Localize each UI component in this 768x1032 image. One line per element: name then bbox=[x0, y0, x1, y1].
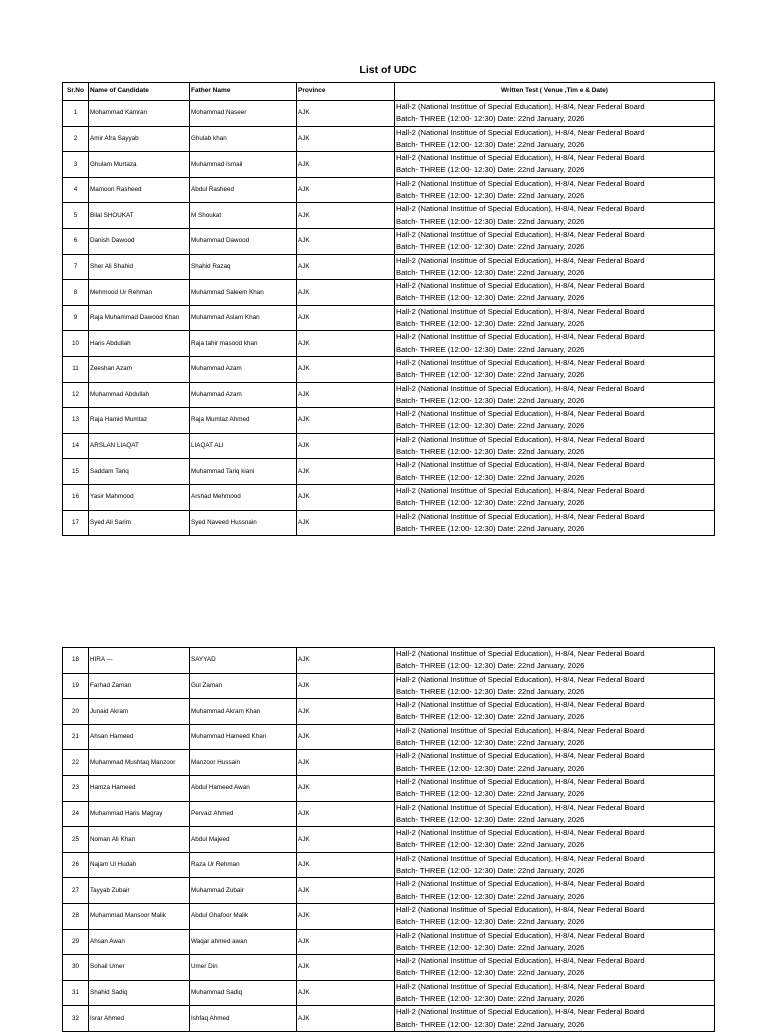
table-row bbox=[63, 152, 715, 178]
candidate-name-cell: Tayyab Zubair bbox=[89, 878, 190, 904]
province-cell: AJK bbox=[297, 152, 395, 178]
sr-no-cell: 2 bbox=[63, 126, 89, 152]
candidate-name-cell: Israr Ahmed bbox=[89, 1006, 190, 1032]
sr-no-cell: 21 bbox=[63, 724, 89, 750]
province-cell: AJK bbox=[297, 929, 395, 955]
venue-text: Hall-2 (National Instittue of Special Education), H-8/4, Near Federal Board bbox=[396, 229, 645, 239]
table-row bbox=[63, 459, 715, 485]
written-test-cell bbox=[395, 1006, 715, 1032]
batch-date-text: Batch- THREE (12:00- 12:30) Date: 22nd January, 2026 bbox=[396, 523, 585, 533]
written-test-cell bbox=[395, 484, 715, 510]
candidate-name-cell: Zeeshan Azam bbox=[89, 356, 190, 382]
table-row bbox=[63, 254, 715, 280]
table-body bbox=[63, 648, 715, 1032]
batch-date-text: Batch- THREE (12:00- 12:30) Date: 22nd January, 2026 bbox=[396, 840, 585, 850]
batch-date-text: Batch- THREE (12:00- 12:30) Date: 22nd January, 2026 bbox=[396, 1019, 585, 1029]
father-name-cell: Shahid Razaq bbox=[190, 254, 297, 280]
table-row bbox=[63, 101, 715, 127]
written-test-cell bbox=[395, 775, 715, 801]
written-test-cell bbox=[395, 750, 715, 776]
table-row bbox=[63, 280, 715, 306]
written-test-cell bbox=[395, 827, 715, 853]
venue-text: Hall-2 (National Instittue of Special Education), H-8/4, Near Federal Board bbox=[396, 332, 645, 342]
province-cell: AJK bbox=[297, 101, 395, 127]
written-test-cell bbox=[395, 331, 715, 357]
sr-no-cell: 24 bbox=[63, 801, 89, 827]
table-row bbox=[63, 126, 715, 152]
written-test-cell bbox=[395, 254, 715, 280]
father-name-cell: Abdul Rasheed bbox=[190, 177, 297, 203]
sr-no-cell: 10 bbox=[63, 331, 89, 357]
written-test-cell bbox=[395, 228, 715, 254]
sr-no-cell: 11 bbox=[63, 356, 89, 382]
father-name-cell: Abdul Hameed Awan bbox=[190, 775, 297, 801]
father-name-cell: Ishfaq Ahmed bbox=[190, 1006, 297, 1032]
province-cell: AJK bbox=[297, 126, 395, 152]
sr-no-cell: 9 bbox=[63, 305, 89, 331]
written-test-cell bbox=[395, 903, 715, 929]
candidate-name-cell: Hamza Hameed bbox=[89, 775, 190, 801]
father-name-cell: Muhammad Aslam Khan bbox=[190, 305, 297, 331]
written-test-cell bbox=[395, 699, 715, 725]
written-test-cell bbox=[395, 724, 715, 750]
province-cell: AJK bbox=[297, 801, 395, 827]
batch-date-text: Batch- THREE (12:00- 12:30) Date: 22nd January, 2026 bbox=[396, 191, 585, 201]
venue-text: Hall-2 (National Instittue of Special Education), H-8/4, Near Federal Board bbox=[396, 383, 645, 393]
father-name-cell: Abdul Majeed bbox=[190, 827, 297, 853]
province-cell: AJK bbox=[297, 356, 395, 382]
father-name-cell: Muhammad Sadiq bbox=[190, 980, 297, 1006]
table-row bbox=[63, 801, 715, 827]
sr-no-cell: 15 bbox=[63, 459, 89, 485]
batch-date-text: Batch- THREE (12:00- 12:30) Date: 22nd January, 2026 bbox=[396, 370, 585, 380]
father-name-cell: Umer Din bbox=[190, 955, 297, 981]
table-row bbox=[63, 203, 715, 229]
sr-no-cell: 13 bbox=[63, 408, 89, 434]
sr-no-cell: 17 bbox=[63, 510, 89, 536]
venue-text: Hall-2 (National Instittue of Special Education), H-8/4, Near Federal Board bbox=[396, 281, 645, 291]
table-row bbox=[63, 903, 715, 929]
table-row bbox=[63, 699, 715, 725]
venue-text: Hall-2 (National Instittue of Special Education), H-8/4, Near Federal Board bbox=[396, 485, 645, 495]
written-test-cell bbox=[395, 673, 715, 699]
candidate-name-cell: Ahsan Hameed bbox=[89, 724, 190, 750]
candidate-name-cell: Junaid Akram bbox=[89, 699, 190, 725]
father-name-cell: M Shoukat bbox=[190, 203, 297, 229]
candidate-name-cell: Najam Ul Hudah bbox=[89, 852, 190, 878]
written-test-cell bbox=[395, 459, 715, 485]
batch-date-text: Batch- THREE (12:00- 12:30) Date: 22nd January, 2026 bbox=[396, 763, 585, 773]
province-cell: AJK bbox=[297, 331, 395, 357]
venue-text: Hall-2 (National Instittue of Special Education), H-8/4, Near Federal Board bbox=[396, 460, 645, 470]
written-test-cell bbox=[395, 203, 715, 229]
father-name-cell: Muhammad Hameed Khan bbox=[190, 724, 297, 750]
batch-date-text: Batch- THREE (12:00- 12:30) Date: 22nd January, 2026 bbox=[396, 242, 585, 252]
province-cell: AJK bbox=[297, 459, 395, 485]
header-father-name: Father Name bbox=[190, 83, 297, 101]
table-row bbox=[63, 750, 715, 776]
batch-date-text: Batch- THREE (12:00- 12:30) Date: 22nd January, 2026 bbox=[396, 686, 585, 696]
sr-no-cell: 8 bbox=[63, 280, 89, 306]
sr-no-cell: 30 bbox=[63, 955, 89, 981]
candidate-name-cell: Yasir Mahmood bbox=[89, 484, 190, 510]
table-row bbox=[63, 648, 715, 674]
father-name-cell: Gul Zaman bbox=[190, 673, 297, 699]
written-test-cell bbox=[395, 382, 715, 408]
venue-text: Hall-2 (National Instittue of Special Education), H-8/4, Near Federal Board bbox=[396, 409, 645, 419]
venue-text: Hall-2 (National Instittue of Special Education), H-8/4, Near Federal Board bbox=[396, 700, 645, 710]
batch-date-text: Batch- THREE (12:00- 12:30) Date: 22nd January, 2026 bbox=[396, 968, 585, 978]
written-test-cell bbox=[395, 433, 715, 459]
province-cell: AJK bbox=[297, 254, 395, 280]
candidate-name-cell: Amir Afra Sayyab bbox=[89, 126, 190, 152]
venue-text: Hall-2 (National Instittue of Special Education), H-8/4, Near Federal Board bbox=[396, 153, 645, 163]
batch-date-text: Batch- THREE (12:00- 12:30) Date: 22nd January, 2026 bbox=[396, 891, 585, 901]
sr-no-cell: 4 bbox=[63, 177, 89, 203]
page-title: List of UDC bbox=[359, 64, 417, 76]
province-cell: AJK bbox=[297, 177, 395, 203]
candidate-name-cell: Muhammad Mansoor Malik bbox=[89, 903, 190, 929]
venue-text: Hall-2 (National Instittue of Special Education), H-8/4, Near Federal Board bbox=[396, 828, 645, 838]
written-test-cell bbox=[395, 955, 715, 981]
province-cell: AJK bbox=[297, 203, 395, 229]
sr-no-cell: 6 bbox=[63, 228, 89, 254]
header-province: Province bbox=[297, 83, 395, 101]
written-test-cell bbox=[395, 980, 715, 1006]
candidate-name-cell: Sher Ali Shahid bbox=[89, 254, 190, 280]
table-row bbox=[63, 382, 715, 408]
candidate-name-cell: Raja Hamid Mumtaz bbox=[89, 408, 190, 434]
table-row bbox=[63, 852, 715, 878]
father-name-cell: Manzoor Hussain bbox=[190, 750, 297, 776]
candidate-name-cell: Syed Ali Sarim bbox=[89, 510, 190, 536]
candidate-name-cell: Mehmood Ur Rehman bbox=[89, 280, 190, 306]
venue-text: Hall-2 (National Instittue of Special Education), H-8/4, Near Federal Board bbox=[396, 102, 645, 111]
father-name-cell: Arshad Mehmood bbox=[190, 484, 297, 510]
written-test-cell bbox=[395, 280, 715, 306]
candidate-name-cell: Danish Dawood bbox=[89, 228, 190, 254]
candidate-table-1 bbox=[62, 82, 715, 536]
written-test-cell bbox=[395, 408, 715, 434]
batch-date-text: Batch- THREE (12:00- 12:30) Date: 22nd January, 2026 bbox=[396, 661, 585, 671]
father-name-cell: Muhammad Azam bbox=[190, 356, 297, 382]
venue-text: Hall-2 (National Instittue of Special Education), H-8/4, Near Federal Board bbox=[396, 434, 645, 444]
batch-date-text: Batch- THREE (12:00- 12:30) Date: 22nd January, 2026 bbox=[396, 344, 585, 354]
candidate-name-cell: HIRA --- bbox=[89, 648, 190, 674]
sr-no-cell: 3 bbox=[63, 152, 89, 178]
candidate-name-cell: Bilal SHOUKAT bbox=[89, 203, 190, 229]
father-name-cell: Muhammad Tariq kiani bbox=[190, 459, 297, 485]
province-cell: AJK bbox=[297, 724, 395, 750]
written-test-cell bbox=[395, 852, 715, 878]
table-row bbox=[63, 331, 715, 357]
venue-text: Hall-2 (National Instittue of Special Education), H-8/4, Near Federal Board bbox=[396, 511, 645, 521]
table-row bbox=[63, 510, 715, 536]
header-candidate-name: Name of Candidate bbox=[89, 83, 190, 101]
table-row bbox=[63, 356, 715, 382]
batch-date-text: Batch- THREE (12:00- 12:30) Date: 22nd January, 2026 bbox=[396, 472, 585, 482]
province-cell: AJK bbox=[297, 433, 395, 459]
batch-date-text: Batch- THREE (12:00- 12:30) Date: 22nd January, 2026 bbox=[396, 139, 585, 149]
sr-no-cell: 29 bbox=[63, 929, 89, 955]
father-name-cell: Raja tahir masood khan bbox=[190, 331, 297, 357]
sr-no-cell: 31 bbox=[63, 980, 89, 1006]
sr-no-cell: 22 bbox=[63, 750, 89, 776]
father-name-cell: Raja Mumtaz Ahmed bbox=[190, 408, 297, 434]
province-cell: AJK bbox=[297, 980, 395, 1006]
province-cell: AJK bbox=[297, 280, 395, 306]
sr-no-cell: 20 bbox=[63, 699, 89, 725]
sr-no-cell: 5 bbox=[63, 203, 89, 229]
written-test-cell bbox=[395, 510, 715, 536]
sr-no-cell: 25 bbox=[63, 827, 89, 853]
province-cell: AJK bbox=[297, 1006, 395, 1032]
candidate-name-cell: Mamoon Rasheed bbox=[89, 177, 190, 203]
table-row bbox=[63, 827, 715, 853]
candidate-name-cell: Ghulam Murtaza bbox=[89, 152, 190, 178]
batch-date-text: Batch- THREE (12:00- 12:30) Date: 22nd January, 2026 bbox=[396, 293, 585, 303]
written-test-cell bbox=[395, 305, 715, 331]
candidate-name-cell: Muhammad Abdullah bbox=[89, 382, 190, 408]
batch-date-text: Batch- THREE (12:00- 12:30) Date: 22nd January, 2026 bbox=[396, 447, 585, 457]
header-sr-no: Sr.No bbox=[63, 83, 89, 101]
table-row bbox=[63, 673, 715, 699]
venue-text: Hall-2 (National Instittue of Special Education), H-8/4, Near Federal Board bbox=[396, 981, 645, 991]
batch-date-text: Batch- THREE (12:00- 12:30) Date: 22nd January, 2026 bbox=[396, 814, 585, 824]
table-row bbox=[63, 408, 715, 434]
sr-no-cell: 26 bbox=[63, 852, 89, 878]
province-cell: AJK bbox=[297, 673, 395, 699]
province-cell: AJK bbox=[297, 484, 395, 510]
candidate-name-cell: Shahid Sadiq bbox=[89, 980, 190, 1006]
venue-text: Hall-2 (National Instittue of Special Education), H-8/4, Near Federal Board bbox=[396, 255, 645, 265]
province-cell: AJK bbox=[297, 510, 395, 536]
batch-date-text: Batch- THREE (12:00- 12:30) Date: 22nd January, 2026 bbox=[396, 917, 585, 927]
table-row bbox=[63, 980, 715, 1006]
province-cell: AJK bbox=[297, 382, 395, 408]
batch-date-text: Batch- THREE (12:00- 12:30) Date: 22nd January, 2026 bbox=[396, 216, 585, 226]
province-cell: AJK bbox=[297, 903, 395, 929]
written-test-cell bbox=[395, 929, 715, 955]
table-row bbox=[63, 878, 715, 904]
province-cell: AJK bbox=[297, 408, 395, 434]
venue-text: Hall-2 (National Instittue of Special Education), H-8/4, Near Federal Board bbox=[396, 930, 645, 940]
batch-date-text: Batch- THREE (12:00- 12:30) Date: 22nd January, 2026 bbox=[396, 165, 585, 175]
province-cell: AJK bbox=[297, 648, 395, 674]
sr-no-cell: 27 bbox=[63, 878, 89, 904]
venue-text: Hall-2 (National Instittue of Special Education), H-8/4, Near Federal Board bbox=[396, 725, 645, 735]
candidate-name-cell: Saddam Tariq bbox=[89, 459, 190, 485]
table-row bbox=[63, 433, 715, 459]
venue-text: Hall-2 (National Instittue of Special Education), H-8/4, Near Federal Board bbox=[396, 674, 645, 684]
province-cell: AJK bbox=[297, 955, 395, 981]
batch-date-text: Batch- THREE (12:00- 12:30) Date: 22nd January, 2026 bbox=[396, 498, 585, 508]
table-row bbox=[63, 929, 715, 955]
written-test-cell bbox=[395, 152, 715, 178]
table-row bbox=[63, 724, 715, 750]
candidate-name-cell: Muhammad Haris Magray bbox=[89, 801, 190, 827]
table-row bbox=[63, 775, 715, 801]
venue-text: Hall-2 (National Instittue of Special Education), H-8/4, Near Federal Board bbox=[396, 904, 645, 914]
candidate-name-cell: Raja Muhammad Dawood Khan bbox=[89, 305, 190, 331]
venue-text: Hall-2 (National Instittue of Special Education), H-8/4, Near Federal Board bbox=[396, 178, 645, 188]
venue-text: Hall-2 (National Instittue of Special Education), H-8/4, Near Federal Board bbox=[396, 1007, 645, 1017]
table-row bbox=[63, 177, 715, 203]
batch-date-text: Batch- THREE (12:00- 12:30) Date: 22nd January, 2026 bbox=[396, 267, 585, 277]
province-cell: AJK bbox=[297, 852, 395, 878]
table-row bbox=[63, 955, 715, 981]
venue-text: Hall-2 (National Instittue of Special Education), H-8/4, Near Federal Board bbox=[396, 776, 645, 786]
candidate-name-cell: Mohammad Kamran bbox=[89, 101, 190, 127]
sr-no-cell: 28 bbox=[63, 903, 89, 929]
father-name-cell: LIAQAT ALI bbox=[190, 433, 297, 459]
sr-no-cell: 16 bbox=[63, 484, 89, 510]
candidate-name-cell: Haris Abdullah bbox=[89, 331, 190, 357]
father-name-cell: Muhammad Ismail bbox=[190, 152, 297, 178]
father-name-cell: Muhammad Dawood bbox=[190, 228, 297, 254]
written-test-cell bbox=[395, 126, 715, 152]
batch-date-text: Batch- THREE (12:00- 12:30) Date: 22nd January, 2026 bbox=[396, 866, 585, 876]
candidate-name-cell: ARSLAN LIAQAT bbox=[89, 433, 190, 459]
batch-date-text: Batch- THREE (12:00- 12:30) Date: 22nd January, 2026 bbox=[396, 942, 585, 952]
father-name-cell: Raza Ur Rehman bbox=[190, 852, 297, 878]
batch-date-text: Batch- THREE (12:00- 12:30) Date: 22nd January, 2026 bbox=[396, 994, 585, 1004]
father-name-cell: Abdul Ghafoor Malik bbox=[190, 903, 297, 929]
table-row bbox=[63, 228, 715, 254]
venue-text: Hall-2 (National Instittue of Special Education), H-8/4, Near Federal Board bbox=[396, 751, 645, 761]
father-name-cell: Syed Naveed Hussnain bbox=[190, 510, 297, 536]
candidate-name-cell: Ahsan Awan bbox=[89, 929, 190, 955]
batch-date-text: Batch- THREE (12:00- 12:30) Date: 22nd January, 2026 bbox=[396, 789, 585, 799]
father-name-cell: Muhammad Akram Khan bbox=[190, 699, 297, 725]
father-name-cell: Ghulab khan bbox=[190, 126, 297, 152]
written-test-cell bbox=[395, 177, 715, 203]
candidate-table-2 bbox=[62, 647, 715, 1032]
table-row bbox=[63, 305, 715, 331]
batch-date-text: Batch- THREE (12:00- 12:30) Date: 22nd January, 2026 bbox=[396, 421, 585, 431]
batch-date-text: Batch- THREE (12:00- 12:30) Date: 22nd January, 2026 bbox=[396, 712, 585, 722]
header-written-test: Written Test ( Venue ,Tim e & Date) bbox=[395, 83, 715, 101]
written-test-cell bbox=[395, 878, 715, 904]
batch-date-text: Batch- THREE (12:00- 12:30) Date: 22nd January, 2026 bbox=[396, 319, 585, 329]
father-name-cell: Waqar ahmed awan bbox=[190, 929, 297, 955]
venue-text: Hall-2 (National Instittue of Special Education), H-8/4, Near Federal Board bbox=[396, 956, 645, 966]
province-cell: AJK bbox=[297, 878, 395, 904]
written-test-cell bbox=[395, 648, 715, 674]
sr-no-cell: 32 bbox=[63, 1006, 89, 1032]
table-header-row bbox=[63, 83, 715, 101]
sr-no-cell: 18 bbox=[63, 648, 89, 674]
venue-text: Hall-2 (National Instittue of Special Education), H-8/4, Near Federal Board bbox=[396, 649, 645, 658]
candidate-name-cell: Muhammad Mushtaq Manzoor bbox=[89, 750, 190, 776]
written-test-cell bbox=[395, 356, 715, 382]
sr-no-cell: 23 bbox=[63, 775, 89, 801]
province-cell: AJK bbox=[297, 775, 395, 801]
venue-text: Hall-2 (National Instittue of Special Education), H-8/4, Near Federal Board bbox=[396, 357, 645, 367]
table-body bbox=[63, 101, 715, 536]
province-cell: AJK bbox=[297, 699, 395, 725]
sr-no-cell: 14 bbox=[63, 433, 89, 459]
venue-text: Hall-2 (National Instittue of Special Education), H-8/4, Near Federal Board bbox=[396, 802, 645, 812]
sr-no-cell: 7 bbox=[63, 254, 89, 280]
province-cell: AJK bbox=[297, 305, 395, 331]
written-test-cell bbox=[395, 801, 715, 827]
batch-date-text: Batch- THREE (12:00- 12:30) Date: 22nd January, 2026 bbox=[396, 114, 585, 124]
sr-no-cell: 19 bbox=[63, 673, 89, 699]
written-test-cell bbox=[395, 101, 715, 127]
venue-text: Hall-2 (National Instittue of Special Education), H-8/4, Near Federal Board bbox=[396, 127, 645, 137]
candidate-name-cell: Farhad Zaman bbox=[89, 673, 190, 699]
province-cell: AJK bbox=[297, 228, 395, 254]
father-name-cell: Muhammad Zubair bbox=[190, 878, 297, 904]
candidate-name-cell: Noman Ali Khan bbox=[89, 827, 190, 853]
batch-date-text: Batch- THREE (12:00- 12:30) Date: 22nd January, 2026 bbox=[396, 395, 585, 405]
province-cell: AJK bbox=[297, 750, 395, 776]
table-row bbox=[63, 484, 715, 510]
father-name-cell: SAYYAD bbox=[190, 648, 297, 674]
father-name-cell: Muhammad Saleem Khan bbox=[190, 280, 297, 306]
candidate-name-cell: Sohail Umer bbox=[89, 955, 190, 981]
father-name-cell: Muhammad Azam bbox=[190, 382, 297, 408]
venue-text: Hall-2 (National Instittue of Special Education), H-8/4, Near Federal Board bbox=[396, 853, 645, 863]
venue-text: Hall-2 (National Instittue of Special Education), H-8/4, Near Federal Board bbox=[396, 204, 645, 214]
venue-text: Hall-2 (National Instittue of Special Education), H-8/4, Near Federal Board bbox=[396, 879, 645, 889]
province-cell: AJK bbox=[297, 827, 395, 853]
venue-text: Hall-2 (National Instittue of Special Education), H-8/4, Near Federal Board bbox=[396, 306, 645, 316]
batch-date-text: Batch- THREE (12:00- 12:30) Date: 22nd January, 2026 bbox=[396, 738, 585, 748]
table-row bbox=[63, 1006, 715, 1032]
father-name-cell: Mohammad Naseer bbox=[190, 101, 297, 127]
sr-no-cell: 12 bbox=[63, 382, 89, 408]
father-name-cell: Pervaiz Ahmed bbox=[190, 801, 297, 827]
sr-no-cell: 1 bbox=[63, 101, 89, 127]
